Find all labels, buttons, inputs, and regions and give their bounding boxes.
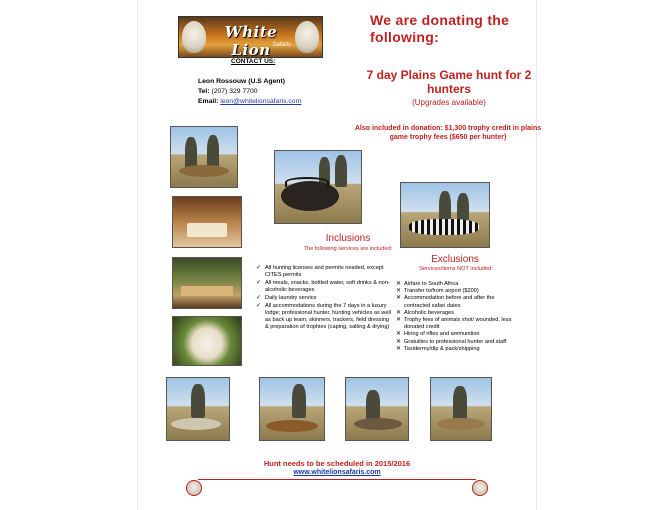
white-lion-logo (178, 16, 323, 58)
website-link[interactable]: www.whitelionsafaris.com (293, 469, 381, 476)
logo-brand: White Lion (224, 23, 278, 58)
exclusions-title: Exclusions (431, 254, 479, 265)
cross-icon: ✕ (396, 338, 402, 345)
inclusions-list (256, 265, 391, 332)
contact-block (198, 77, 301, 107)
trophy-photo-1 (166, 377, 230, 441)
cross-icon: ✕ (396, 331, 402, 338)
inclusions-subtitle: The following services are included: (303, 246, 393, 252)
trophy-photo-4 (430, 377, 492, 441)
list-item: ✕ Airfare to South Africa (396, 281, 459, 287)
list-item: ✕ Accommodation before and after the contracted safari dates (396, 295, 495, 309)
offer-title: 7 day Plains Game hunt for 2 hunters (366, 68, 532, 96)
list-item: ✕ Gratuities to professional hunter and staff (396, 338, 507, 345)
check-icon: ✓ (256, 303, 262, 309)
lion-right-icon (295, 21, 319, 53)
check-icon: ✓ (256, 295, 262, 301)
buffalo-trophy-photo (274, 150, 362, 224)
meal-photo (172, 316, 242, 366)
lion-left-icon (182, 21, 206, 53)
lion-seal-right-icon (472, 480, 488, 496)
zebra-trophy-photo (400, 182, 490, 248)
cross-icon: ✕ (396, 309, 402, 316)
trophy-photo-2 (259, 377, 325, 441)
cross-icon: ✕ (396, 288, 402, 295)
list-item: ✓ All hunting licenses and permits needed, except CITES permits (256, 265, 384, 278)
contact-tel: Tel: (207) 329 7700 (198, 88, 258, 95)
donating-heading: We are donating the following: (370, 12, 510, 45)
check-icon: ✓ (256, 265, 262, 271)
cross-icon: ✕ (396, 281, 402, 287)
cross-icon: ✕ (396, 295, 402, 302)
cross-icon: ✕ (396, 345, 402, 352)
list-item: ✕ Alcoholic beverages (396, 309, 455, 316)
offer-upgrades: (Upgrades available) (412, 98, 486, 107)
list-item: ✕ Transfer to/from airport ($200) (396, 288, 479, 295)
list-item: ✓ All accommodations during the 7 days in a luxury lodge; professional hunter, hunting vehicles as well as back up team, skinners, trackers, field dressing & preparation of trophies (caping, salting & drying) (256, 303, 391, 330)
check-icon: ✓ (256, 280, 262, 286)
contact-name: Leon Rossouw (U.S Agent) (198, 78, 285, 85)
hunters-photo-1 (170, 126, 238, 188)
lodge-interior-photo (172, 257, 242, 309)
exclusions-subtitle: Services/items NOT included: (419, 266, 493, 272)
list-item: ✕ Trophy fees of animals shot/ wounded, less donated credit (396, 317, 512, 331)
lion-seal-left-icon (186, 480, 202, 496)
contact-email: Email: leon@whitelionsafaris.com (198, 98, 302, 105)
flyer-page (138, 0, 542, 510)
offer-also-included: Also included in donation: $1,300 trophy credit in plains game trophy fees ($650 per hunter) (354, 125, 542, 141)
email-link[interactable]: leon@whitelionsafaris.com (220, 98, 302, 105)
inclusions-title: Inclusions (325, 233, 371, 244)
lodge-room-photo (172, 196, 242, 248)
list-item: ✓ All meals, snacks, bottled water, soft drinks & non-alcoholic beverages (256, 280, 390, 293)
schedule-note: Hunt needs to be scheduled in 2015/2016 (263, 459, 411, 468)
list-item: ✕ Hiring of rifles and ammunition (396, 331, 480, 338)
trophy-photo-3 (345, 377, 409, 441)
cross-icon: ✕ (396, 317, 402, 324)
footer-divider (198, 479, 476, 480)
exclusions-list (396, 281, 516, 353)
list-item: ✓ Daily laundry service (256, 295, 317, 301)
logo-sub: Safaris (272, 42, 291, 48)
list-item: ✕ Taxidermy/dip & pack/shipping (396, 345, 480, 352)
contact-us-title: CONTACT US: (231, 58, 276, 65)
